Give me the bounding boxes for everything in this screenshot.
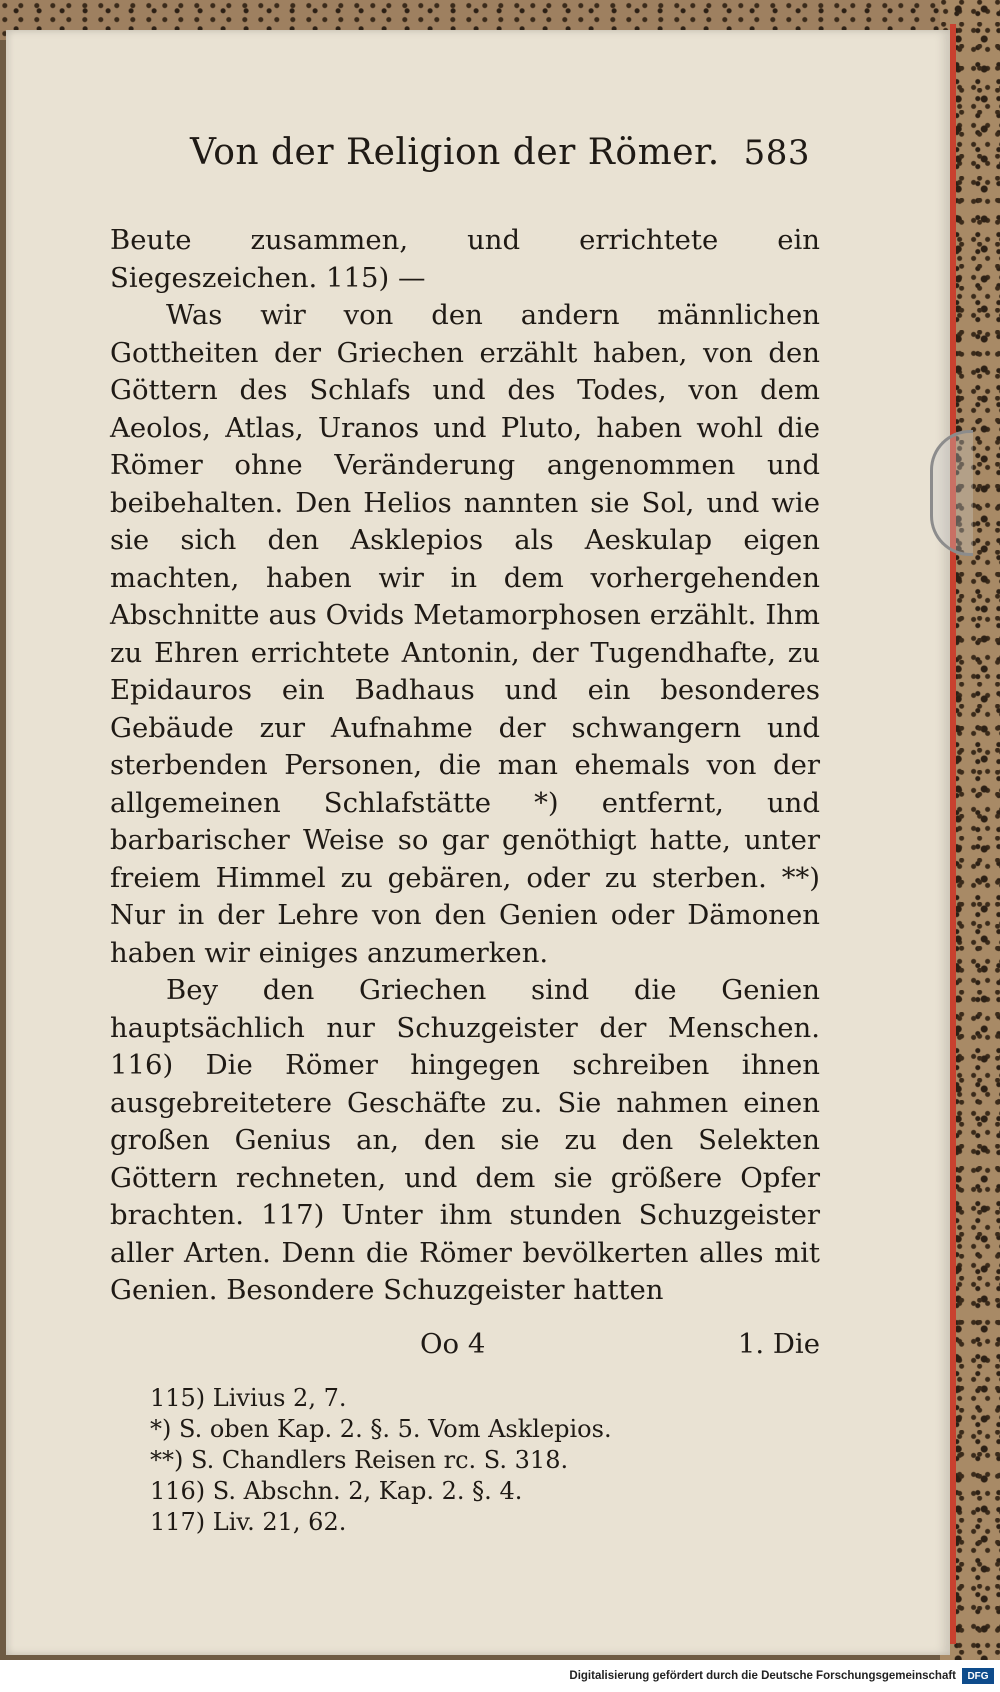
page-red-edge bbox=[950, 24, 956, 1644]
footnote-115: 115) Livius 2, 7. bbox=[150, 1384, 347, 1412]
footnotes bbox=[150, 1383, 770, 1538]
dfg-logo: DFG bbox=[962, 1668, 994, 1684]
funding-credit: Digitalisierung gefördert durch die Deutsche Forschungsgemeinschaft bbox=[569, 1670, 956, 1682]
body-text bbox=[110, 222, 820, 1310]
page-clip bbox=[930, 430, 973, 556]
footnote-double-star: **) S. Chandlers Reisen rc. S. 318. bbox=[150, 1446, 569, 1474]
paragraph-2: Was wir von den andern männlichen Gottheiten der Griechen erzählt haben, von den Göttern des Schlafs und des Todes, von dem Aeolos, Atlas, Uranos und Pluto, haben wohl die Römer ohne Veränderung angenommen und beibehalten. Den Helios nannten sie Sol, und wie sie sich den Asklepios als Aeskulap eigen machten, haben wir in dem vorhergehenden Abschnitte aus Ovids Metamorphosen erzählt. Ihm zu Ehren errichtete Antonin, der Tugendhafte, zu Epidauros ein Badhaus und ein besonderes Gebäude zur Aufnahme der schwangern und sterbenden Personen, die man ehemals von der allgemeinen Schlafstätte *) entfernt, und barbarischer Weise so gar genöthigt hatte, unter freiem Himmel zu gebären, oder zu sterben. **) Nur in der Lehre von den Genien oder Dämonen haben wir einiges anzumerken. bbox=[110, 299, 820, 969]
paragraph-3: Bey den Griechen sind die Genien hauptsächlich nur Schuzgeister der Menschen. 116) Die Römer hingegen schreiben ihnen ausgebreitetere Geschäfte zu. Sie nahmen einen großen Genius an, den sie zu den Selekten Göttern rechneten, und dem sie größere Opfer brachten. 117) Unter ihm stunden Schuzgeister aller Arten. Denn die Römer bevölkerten alles mit Genien. Besondere Schuzgeister hatten bbox=[110, 974, 820, 1306]
footnote-117: 117) Liv. 21, 62. bbox=[150, 1508, 347, 1536]
paragraph-1: Beute zusammen, und errichtete ein Siegeszeichen. 115) — bbox=[110, 224, 820, 294]
page-number: 583 bbox=[743, 133, 810, 173]
catchword: 1. Die bbox=[737, 1328, 820, 1360]
footnote-star: *) S. oben Kap. 2. §. 5. Vom Asklepios. bbox=[150, 1415, 612, 1443]
footnote-116: 116) S. Abschn. 2, Kap. 2. §. 4. bbox=[150, 1477, 523, 1505]
running-header bbox=[190, 132, 810, 173]
signature-mark: Oo 4 bbox=[420, 1328, 486, 1360]
header-title: Von der Religion der Römer. bbox=[190, 132, 720, 173]
signature-line bbox=[110, 1328, 820, 1360]
